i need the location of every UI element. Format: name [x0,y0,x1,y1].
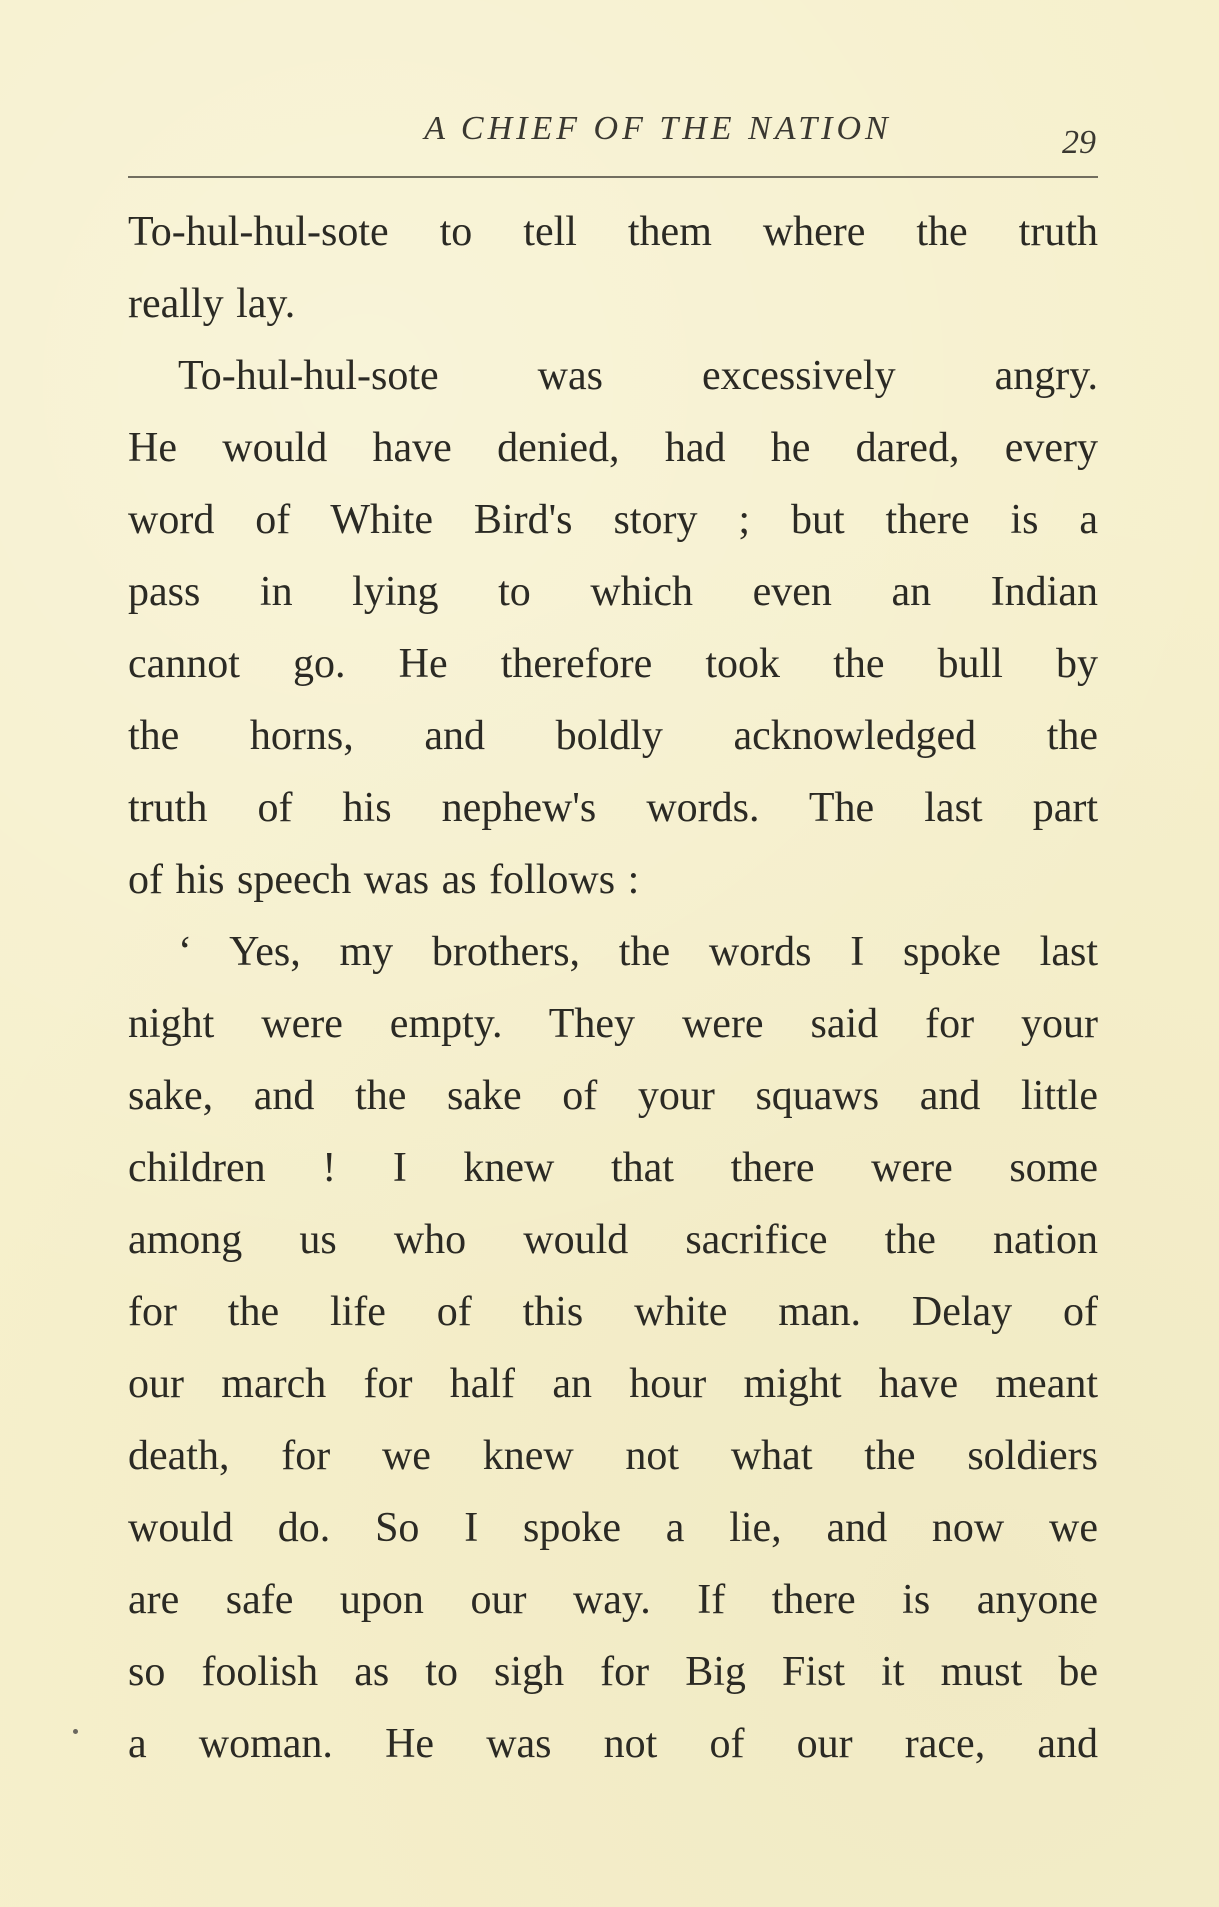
body-text [128,196,1098,1780]
text-line: among us who would sacrifice the nation [128,1217,1098,1263]
text-line: pass in lying to which even an Indian [128,569,1098,615]
text-line: a woman. He was not of our race, and [128,1721,1098,1767]
text-line: To-hul-hul-sote was excessively angry. [178,353,1098,399]
header-rule [128,176,1098,178]
text-line: so foolish as to sigh for Big Fist it must be [128,1649,1098,1695]
text-line: death, for we knew not what the soldiers [128,1433,1098,1479]
text-line: truth of his nephew's words. The last part [128,785,1098,831]
text-line: ‘ Yes, my brothers, the words I spoke last [178,929,1098,975]
text-line: cannot go. He therefore took the bull by [128,641,1098,687]
text-line: children ! I knew that there were some [128,1145,1098,1191]
text-line: He would have denied, had he dared, every [128,425,1098,471]
text-line: our march for half an hour might have meant [128,1361,1098,1407]
text-line: of his speech was as follows : [128,857,640,903]
text-line: for the life of this white man. Delay of [128,1289,1098,1335]
page-header [128,110,1098,170]
text-line: would do. So I spoke a lie, and now we [128,1505,1098,1551]
text-line: word of White Bird's story ; but there is a [128,497,1098,543]
text-line: To-hul-hul-sote to tell them where the truth [128,209,1098,255]
running-head: A CHIEF OF THE NATION [424,110,892,147]
text-line: sake, and the sake of your squaws and little [128,1073,1098,1119]
text-line: the horns, and boldly acknowledged the [128,713,1098,759]
text-line: are safe upon our way. If there is anyone [128,1577,1098,1623]
text-line: really lay. [128,281,296,327]
margin-speck [73,1729,78,1734]
text-line: night were empty. They were said for your [128,1001,1098,1047]
page-number: 29 [1062,124,1096,161]
